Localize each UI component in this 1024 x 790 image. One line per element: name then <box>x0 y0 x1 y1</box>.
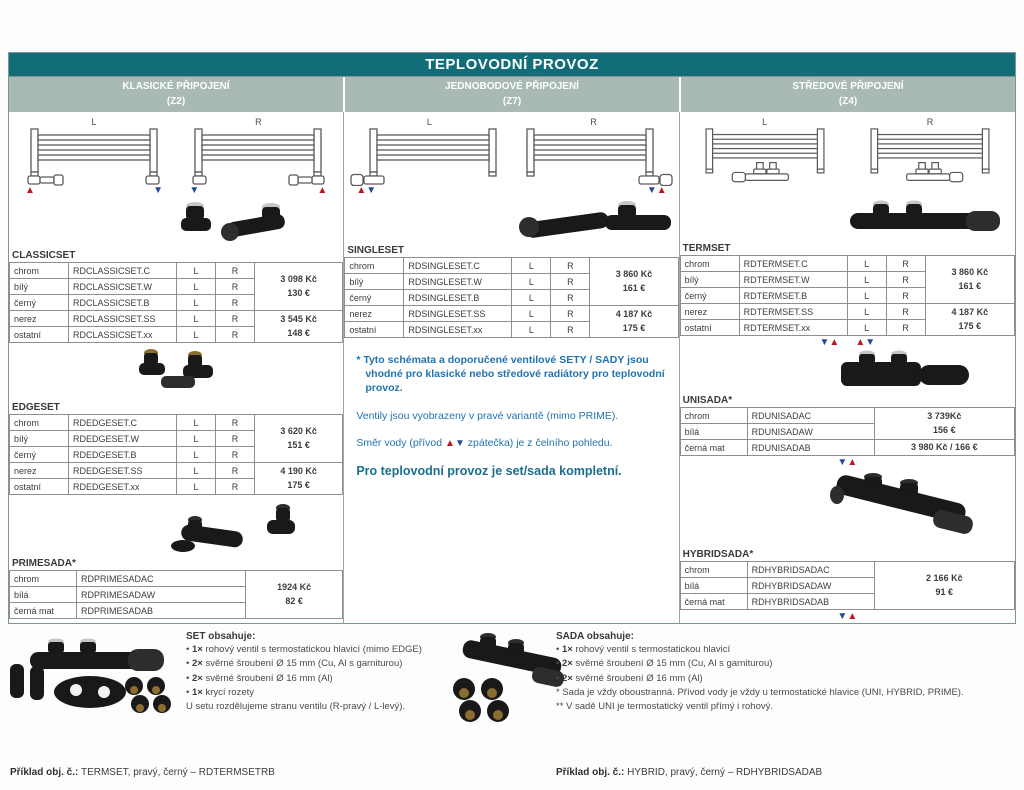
code-cell: RDCLASSICSET.xx <box>69 327 177 343</box>
legend-region <box>8 624 1016 790</box>
price-czk: 3 545 Kč <box>280 314 317 325</box>
price-cell <box>590 258 678 306</box>
supply-triangle-icon: ▲ <box>829 336 840 348</box>
supply-triangle-icon: ▲ <box>847 456 858 468</box>
right-variant-cell: R <box>216 327 255 343</box>
return-triangle-icon: ▼ <box>153 185 163 196</box>
termset-table <box>680 255 1015 336</box>
product-photo-singleset <box>507 199 675 243</box>
radiator-diagram-left <box>686 117 844 198</box>
flow-direction-icons <box>515 186 673 198</box>
header-title: JEDNOBODOVÉ PŘIPOJENÍ <box>445 81 579 92</box>
finish-cell: bílý <box>10 279 69 295</box>
product-photo-classicset <box>167 200 317 248</box>
finish-cell: bílý <box>10 431 69 447</box>
example-text: HYBRID, pravý, černý – RDHYBRIDSADAB <box>627 767 823 778</box>
finish-cell: bílý <box>680 272 739 288</box>
price-eur: 175 € <box>622 322 646 333</box>
diagram-label: L <box>426 117 432 127</box>
return-triangle-icon: ▼ <box>837 610 848 622</box>
left-variant-cell: L <box>177 327 216 343</box>
code-cell: RDTERMSET.W <box>739 272 847 288</box>
finish-cell: černý <box>345 290 404 306</box>
supply-triangle-icon: ▲ <box>855 336 866 348</box>
right-variant-cell: R <box>216 447 255 463</box>
left-variant-cell: L <box>512 322 551 338</box>
example-order-sada <box>556 767 822 778</box>
header-title: STŘEDOVÉ PŘIPOJENÍ <box>792 81 904 92</box>
price-czk: 4 187 Kč <box>951 307 989 318</box>
left-variant-cell: L <box>177 479 216 495</box>
bullet-icon: • <box>186 658 190 670</box>
code-cell: RDUNISADAC <box>747 408 874 424</box>
flow-direction-icons <box>680 610 1015 623</box>
right-variant-cell: R <box>886 288 925 304</box>
product-photo-primesada <box>163 498 313 556</box>
price-czk: 3 620 Kč <box>280 426 317 437</box>
diagram-label: R <box>255 117 262 127</box>
price-cell <box>255 415 343 463</box>
diagram-row <box>680 112 1015 198</box>
code-cell: RDCLASSICSET.W <box>69 279 177 295</box>
left-variant-cell: L <box>512 258 551 274</box>
right-variant-cell: R <box>551 258 590 274</box>
right-variant-cell: R <box>216 311 255 327</box>
classicset-table <box>9 262 343 343</box>
price-czk: 1924 Kč <box>277 582 312 593</box>
left-variant-cell: L <box>177 415 216 431</box>
finish-cell: nerez <box>10 463 69 479</box>
primesada-table <box>9 570 343 619</box>
code-cell: RDUNISADAB <box>747 440 874 456</box>
price-eur: 175 € <box>958 320 982 331</box>
finish-cell: ostatní <box>10 479 69 495</box>
example-text: TERMSET, pravý, černý – RDTERMSETRB <box>80 767 275 778</box>
finish-cell: černá mat <box>680 440 747 456</box>
code-cell: RDSINGLESET.W <box>404 274 512 290</box>
code-cell: RDUNISADAW <box>747 424 874 440</box>
radiator-diagram-right <box>515 117 673 198</box>
radiator-diagram-left <box>15 117 173 198</box>
left-variant-cell: L <box>847 288 886 304</box>
table-title-hybridsada: HYBRIDSADA* <box>682 549 754 560</box>
note-smer-vody: Směr vody (přívod ▲▼ zpátečka) je z čelního pohledu. <box>356 436 613 449</box>
product-photo-unisada <box>835 349 975 393</box>
return-triangle-icon: ▼ <box>366 185 377 196</box>
diagram-label: R <box>590 117 597 127</box>
hybridsada-table <box>680 561 1015 610</box>
code-cell: RDSINGLESET.xx <box>404 322 512 338</box>
bullet-icon: • <box>556 672 560 684</box>
table-title-singleset: SINGLESET <box>347 245 405 256</box>
code-cell: RDPRIMESADAW <box>77 587 246 603</box>
legend-sada-footnote1: * Sada je vždy oboustranná. Přívod vody je vždy u termostatické hlavice (UNI, HYBRID, PRIME). <box>556 686 964 698</box>
left-variant-cell: L <box>847 320 886 336</box>
radiator-diagram-left <box>350 117 508 198</box>
header-title: KLASICKÉ PŘIPOJENÍ <box>122 81 230 92</box>
price-czk: 3 860 Kč <box>615 269 653 280</box>
note-varianta: Ventily jsou vyobrazeny v pravé variantě (mimo PRIME). <box>356 409 619 422</box>
table-title-termset: TERMSET <box>682 243 731 254</box>
code-cell: RDEDGESET.SS <box>69 463 177 479</box>
singleset-table <box>344 257 678 338</box>
note-kompletni: Pro teplovodní provoz je set/sada kompletní. <box>356 463 622 478</box>
left-variant-cell: L <box>847 256 886 272</box>
diagram-spacer <box>686 186 844 198</box>
finish-cell: nerez <box>345 306 404 322</box>
radiator-schematic-icon <box>515 128 673 186</box>
return-triangle-icon: ▼ <box>189 185 200 196</box>
code-cell: RDTERMSET.xx <box>739 320 847 336</box>
legend-set-footer: U setu rozdělujeme stranu ventilu (R-pravý / L-levý). <box>186 701 406 712</box>
right-variant-cell: R <box>216 415 255 431</box>
right-variant-cell: R <box>551 322 590 338</box>
code-cell: RDPRIMESADAC <box>77 571 246 587</box>
supply-triangle-icon: ▲ <box>25 185 35 196</box>
code-cell: RDEDGESET.W <box>69 431 177 447</box>
finish-cell: černá mat <box>10 603 77 619</box>
return-triangle-icon: ▼ <box>819 336 830 348</box>
diagram-label: L <box>91 117 97 127</box>
price-cell <box>874 408 1014 440</box>
header-jednobodove-pripojeni <box>345 77 679 112</box>
finish-cell: bílý <box>345 274 404 290</box>
finish-cell: ostatní <box>10 327 69 343</box>
bullet-icon: • <box>186 644 190 655</box>
left-variant-cell: L <box>512 274 551 290</box>
radiator-schematic-icon <box>179 128 337 186</box>
price-czk: 3 098 Kč <box>280 274 317 285</box>
right-variant-cell: R <box>216 463 255 479</box>
list-item: • 2× svěrné šroubení Ø 16 mm (Al) <box>186 672 333 684</box>
finish-cell: chrom <box>10 571 77 587</box>
flow-direction-icons <box>15 186 173 198</box>
price-eur: 161 € <box>958 280 982 291</box>
list-item: • 1× rohový ventil s termostatickou hlavicí <box>556 644 731 655</box>
column-klasicke <box>9 112 344 623</box>
bullet-icon: • <box>556 644 560 655</box>
finish-cell: chrom <box>680 256 739 272</box>
left-variant-cell: L <box>177 311 216 327</box>
page-title: TEPLOVODNÍ PROVOZ <box>8 52 1016 77</box>
legend-sada-block <box>556 631 1018 714</box>
legend-sada-footnote2: ** V sadě UNI je termostatický ventil přímý i rohový. <box>556 701 773 712</box>
left-variant-cell: L <box>177 279 216 295</box>
code-cell: RDPRIMESADAB <box>77 603 246 619</box>
return-triangle-icon: ▼ <box>646 185 657 196</box>
supply-triangle-icon: ▲ <box>445 437 455 449</box>
code-cell: RDEDGESET.xx <box>69 479 177 495</box>
radiator-diagram-right <box>851 117 1009 198</box>
code-cell: RDHYBRIDSADAB <box>747 594 874 610</box>
code-cell: RDHYBRIDSADAW <box>747 578 874 594</box>
unisada-table <box>680 407 1015 456</box>
finish-cell: bílá <box>680 578 747 594</box>
header-stredove-pripojeni <box>681 77 1015 112</box>
price-cell: 3 980 Kč / 166 € <box>874 440 1014 456</box>
header-code: (Z2) <box>166 95 186 107</box>
finish-cell: chrom <box>680 408 747 424</box>
finish-cell: ostatní <box>345 322 404 338</box>
finish-cell: černý <box>10 447 69 463</box>
product-photo-termset <box>836 199 1011 241</box>
supply-triangle-icon: ▲ <box>356 185 367 196</box>
radiator-schematic-icon <box>686 128 844 186</box>
diagram-row <box>9 112 343 198</box>
diagram-label: L <box>762 117 768 127</box>
right-variant-cell: R <box>551 274 590 290</box>
supply-triangle-icon: ▲ <box>656 185 667 196</box>
left-variant-cell: L <box>512 306 551 322</box>
left-variant-cell: L <box>177 263 216 279</box>
price-eur: 161 € <box>622 282 646 293</box>
bullet-icon: • <box>186 672 190 684</box>
list-item: • 2× svěrné šroubení Ø 16 mm (Al) <box>556 672 703 684</box>
list-item: • 1× krycí rozety <box>186 686 255 698</box>
code-cell: RDCLASSICSET.SS <box>69 311 177 327</box>
code-cell: RDHYBRIDSADAC <box>747 562 874 578</box>
list-item: • 2× svěrné šroubení Ø 15 mm (Cu, Al s garniturou) <box>186 658 403 670</box>
flow-direction-icons <box>179 186 337 198</box>
right-variant-cell: R <box>886 320 925 336</box>
diagram-row <box>344 112 678 198</box>
diagram-spacer <box>851 186 1009 198</box>
price-eur: 130 € <box>287 287 310 298</box>
left-variant-cell: L <box>847 272 886 288</box>
return-triangle-icon: ▼ <box>454 437 465 449</box>
list-item: • 1× rohový ventil s termostatickou hlavicí (mimo EDGE) <box>186 644 422 655</box>
flow-direction-icons <box>350 186 508 198</box>
code-cell: RDEDGESET.B <box>69 447 177 463</box>
left-variant-cell: L <box>177 295 216 311</box>
code-cell: RDCLASSICSET.C <box>69 263 177 279</box>
legend-sada-title: SADA obsahuje: <box>556 631 634 642</box>
diagram-label: R <box>926 117 934 127</box>
price-eur: 148 € <box>287 327 310 338</box>
finish-cell: bílá <box>680 424 747 440</box>
price-cell <box>874 562 1014 610</box>
finish-cell: chrom <box>345 258 404 274</box>
code-cell: RDEDGESET.C <box>69 415 177 431</box>
legend-photo-set <box>10 634 182 720</box>
price-cell <box>255 311 343 343</box>
section-headers <box>8 77 1016 112</box>
right-variant-cell: R <box>886 256 925 272</box>
finish-cell: bílá <box>10 587 77 603</box>
price-czk: 4 190 Kč <box>280 466 317 477</box>
radiator-schematic-icon <box>15 128 173 186</box>
finish-cell: chrom <box>10 263 69 279</box>
column-stredove <box>680 112 1015 623</box>
price-eur: 91 € <box>935 586 954 597</box>
flow-direction-icons <box>680 336 1015 349</box>
right-variant-cell: R <box>886 272 925 288</box>
left-variant-cell: L <box>177 447 216 463</box>
price-eur: 175 € <box>287 479 310 490</box>
right-variant-cell: R <box>216 263 255 279</box>
price-eur: 151 € <box>287 439 310 450</box>
bullet-icon: • <box>556 658 560 670</box>
right-variant-cell: R <box>551 306 590 322</box>
right-variant-cell: R <box>551 290 590 306</box>
price-czk: 3 860 Kč <box>951 267 989 278</box>
code-cell: RDSINGLESET.SS <box>404 306 512 322</box>
legend-set-title: SET obsahuje: <box>186 631 256 642</box>
supply-triangle-icon: ▲ <box>847 610 858 622</box>
left-variant-cell: L <box>512 290 551 306</box>
price-cell <box>925 304 1014 336</box>
finish-cell: ostatní <box>680 320 739 336</box>
legend-photo-sada <box>440 627 568 727</box>
code-cell: RDTERMSET.SS <box>739 304 847 320</box>
finish-cell: nerez <box>10 311 69 327</box>
example-label: Příklad obj. č.: <box>10 767 79 778</box>
supply-triangle-icon: ▲ <box>317 185 328 196</box>
finish-cell: černá mat <box>680 594 747 610</box>
left-variant-cell: L <box>177 431 216 447</box>
code-cell: RDSINGLESET.C <box>404 258 512 274</box>
return-triangle-icon: ▼ <box>837 456 848 468</box>
catalog-page <box>8 52 1016 790</box>
right-variant-cell: R <box>216 479 255 495</box>
price-czk: 2 166 Kč <box>926 573 963 584</box>
table-title-primesada: PRIMESADA* <box>12 558 76 569</box>
product-photo-edgeset <box>121 346 231 400</box>
table-title-unisada: UNISADA* <box>682 395 733 406</box>
list-item: • 2× svěrné šroubení Ø 15 mm (Cu, Al s garniturou) <box>556 658 773 670</box>
price-cell <box>590 306 678 338</box>
right-variant-cell: R <box>216 295 255 311</box>
code-cell: RDTERMSET.C <box>739 256 847 272</box>
edgeset-table <box>9 414 343 495</box>
code-cell: RDCLASSICSET.B <box>69 295 177 311</box>
flow-direction-icons <box>680 456 1015 469</box>
price-eur: 156 € <box>933 424 956 435</box>
finish-cell: chrom <box>680 562 747 578</box>
header-code: (Z7) <box>502 95 522 107</box>
product-photo-hybridsada <box>821 469 981 547</box>
finish-cell: nerez <box>680 304 739 320</box>
finish-cell: černý <box>10 295 69 311</box>
notes-block <box>344 338 678 480</box>
return-triangle-icon: ▼ <box>865 336 876 348</box>
left-variant-cell: L <box>177 463 216 479</box>
table-title-edgeset: EDGESET <box>12 402 60 413</box>
column-jednobodove <box>344 112 679 623</box>
right-variant-cell: R <box>216 431 255 447</box>
example-order-set <box>10 767 275 778</box>
radiator-schematic-icon <box>851 128 1009 186</box>
bullet-icon: • <box>186 686 190 698</box>
radiator-diagram-right <box>179 117 337 198</box>
right-variant-cell: R <box>886 304 925 320</box>
code-cell: RDTERMSET.B <box>739 288 847 304</box>
left-variant-cell: L <box>847 304 886 320</box>
finish-cell: chrom <box>10 415 69 431</box>
header-klasicke-pripojeni <box>9 77 343 112</box>
header-code: (Z4) <box>838 95 858 107</box>
price-cell <box>255 263 343 311</box>
note-schemata: * Tyto schémata a doporučené ventilové SETY / SADY jsou vhodné pro klasické nebo středové radiátory pro teplovodní provoz. <box>356 354 665 395</box>
finish-cell: černý <box>680 288 739 304</box>
table-title-classicset: CLASSICSET <box>12 250 76 261</box>
code-cell: RDSINGLESET.B <box>404 290 512 306</box>
price-czk: 3 739Kč <box>927 411 962 422</box>
radiator-schematic-icon <box>350 128 508 186</box>
price-czk: 4 187 Kč <box>615 309 653 320</box>
price-eur: 82 € <box>285 595 303 606</box>
example-label: Příklad obj. č.: <box>556 767 625 778</box>
right-variant-cell: R <box>216 279 255 295</box>
price-cell <box>246 571 343 619</box>
price-cell <box>925 256 1014 304</box>
price-cell <box>255 463 343 495</box>
columns-region <box>8 112 1016 624</box>
